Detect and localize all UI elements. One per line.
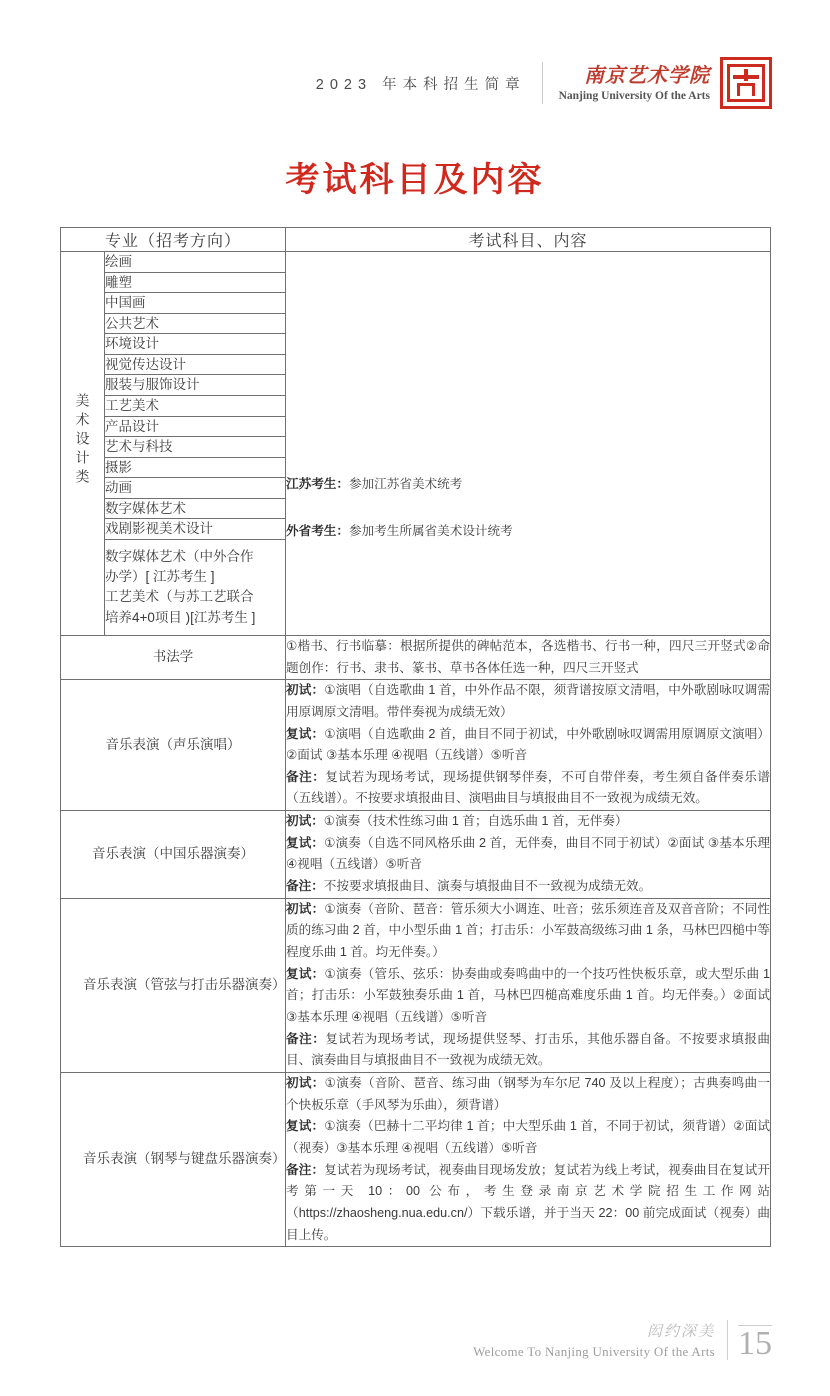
table-row xyxy=(61,680,771,811)
page-number: 15 xyxy=(738,1324,772,1362)
major-item: 中国画 xyxy=(105,293,286,314)
coop-line-1: 数字媒体艺术（中外合作 xyxy=(105,548,254,564)
stage-label: 备注： xyxy=(286,769,326,784)
major-content xyxy=(286,898,771,1072)
other-province-text: 参加考生所属省美术设计统考 xyxy=(348,524,513,539)
stage-text: 复试若为现场考试，现场提供竖琴、打击乐，其他乐器自备。不按要求填报曲目、演奏曲目与填报曲目不一致视为成绩无效。 xyxy=(286,1031,771,1068)
major-item: 工艺美术 xyxy=(105,395,286,416)
header-title: 2023 年本科招生简章 xyxy=(315,76,526,93)
page-footer xyxy=(473,1320,772,1360)
content-paragraph xyxy=(286,1116,770,1159)
university-seal-icon xyxy=(720,57,772,109)
major-item: 公共艺术 xyxy=(105,313,286,334)
stage-text: ①演唱（自选歌曲 1 首，中外作品不限，须背谱按原文清唱，中外歌剧咏叹调需用原调原文清唱。带伴奏视为成绩无效） xyxy=(286,683,771,719)
content-paragraph xyxy=(286,876,770,898)
major-content xyxy=(286,1073,771,1247)
content-paragraph xyxy=(286,811,770,833)
major-item: 动画 xyxy=(105,478,286,499)
content-paragraph xyxy=(286,724,770,767)
major-content xyxy=(286,811,771,899)
stage-text: ①演奏（技术性练习曲 1 首；自选乐曲 1 首，无伴奏） xyxy=(323,814,628,829)
table-row xyxy=(61,635,771,679)
footer-slogan-cn: 闳约深美 xyxy=(646,1324,715,1340)
header-divider xyxy=(542,62,543,104)
other-province-label: 外省考生： xyxy=(286,524,349,539)
stage-text: ①演奏（音阶、琶音：管乐须大小调连、吐音；弦乐须连音及双音音阶；不同性质的练习曲 2 首，中小型乐曲 1 首；打击乐：小军鼓高级练习曲 1 条，马林巴四槌中等程度乐曲 1 首。均无伴奏。） xyxy=(286,901,771,960)
header-content: 考试科目、内容 xyxy=(286,228,771,252)
art-group-content-cell xyxy=(286,252,771,636)
major-item: 绘画 xyxy=(105,252,286,273)
stage-label: 初试： xyxy=(286,901,325,916)
table-row xyxy=(61,252,771,273)
jiangsu-text: 参加江苏省美术统考 xyxy=(348,476,463,491)
page-title: 考试科目及内容 xyxy=(285,162,545,199)
stage-label: 复试： xyxy=(286,1119,325,1134)
footer-slogan xyxy=(473,1323,727,1360)
art-group-vertical-label-cell xyxy=(61,252,105,636)
table-row xyxy=(61,1073,771,1247)
major-item: 艺术与科技 xyxy=(105,437,286,458)
content-paragraph xyxy=(286,1073,770,1116)
major-name: 音乐表演（钢琴与键盘乐器演奏） xyxy=(61,1073,286,1247)
major-item-cooperative xyxy=(105,539,286,635)
coop-line-2: 办学）[ 江苏考生 ] xyxy=(105,569,215,585)
major-name: 音乐表演（中国乐器演奏） xyxy=(61,811,286,899)
major-item: 摄影 xyxy=(105,457,286,478)
stage-text: 不按要求填报曲目、演奏与填报曲目不一致视为成绩无效。 xyxy=(323,879,652,894)
stage-text: ①演奏（巴赫十二平均律 1 首；中大型乐曲 1 首，不同于初试，须背谱）②面试（视奏）③基本乐理 ④视唱（五线谱）⑤听音 xyxy=(286,1119,771,1155)
major-item: 雕塑 xyxy=(105,272,286,293)
stage-label: 初试： xyxy=(286,1076,325,1090)
content-paragraph xyxy=(286,521,770,543)
major-content xyxy=(286,635,771,679)
content-paragraph xyxy=(286,767,770,810)
major-item: 环境设计 xyxy=(105,334,286,355)
art-group-label: 美术设计类 xyxy=(74,393,91,489)
jiangsu-label: 江苏考生： xyxy=(286,476,349,491)
stage-label: 复试： xyxy=(286,835,325,850)
exam-subjects-table xyxy=(60,227,771,1247)
major-name: 书法学 xyxy=(61,635,286,679)
content-paragraph xyxy=(286,1029,770,1072)
content-paragraph xyxy=(286,964,770,1029)
stage-label: 复试： xyxy=(286,966,325,981)
stage-text: 复试若为现场考试，现场提供钢琴伴奏，不可自带伴奏，考生须自备伴奏乐谱（五线谱）。不按要求填报曲目、演唱曲目与填报曲目不一致视为成绩无效。 xyxy=(286,769,771,806)
page-header xyxy=(0,0,830,114)
content-paragraph xyxy=(286,899,770,964)
major-name: 音乐表演（管弦与打击乐器演奏） xyxy=(61,898,286,1072)
table-row xyxy=(61,898,771,1072)
major-item: 视觉传达设计 xyxy=(105,354,286,375)
table-header-row xyxy=(61,228,771,252)
major-item: 数字媒体艺术 xyxy=(105,498,286,519)
brand-name-cn: 南京艺术学院 xyxy=(584,64,710,87)
stage-label: 备注： xyxy=(286,1031,326,1046)
stage-text: ①演奏（音阶、琶音、练习曲（钢琴为车尔尼 740 及以上程度）；古典奏鸣曲一个快板乐章（手风琴为乐曲），须背谱） xyxy=(286,1076,771,1112)
university-brand xyxy=(559,65,710,102)
exam-subjects-table-wrap xyxy=(60,227,770,1247)
stage-text: ①演奏（管乐、弦乐：协奏曲或奏鸣曲中的一个技巧性快板乐章，或大型乐曲 1 首；打击乐：小军鼓独奏乐曲 1 首，马林巴四槌高难度乐曲 1 首。均无伴奏。）②面试 ③基本乐理 ④视唱（五线谱）⑤听音 xyxy=(286,966,771,1025)
major-item: 戏剧影视美术设计 xyxy=(105,519,286,540)
major-name: 音乐表演（声乐演唱） xyxy=(61,680,286,811)
brand-name-en: Nanjing University Of the Arts xyxy=(558,89,710,102)
coop-line-4: 培养4+0项目 )[江苏考生 ] xyxy=(105,609,256,625)
content-paragraph xyxy=(286,680,770,723)
content-paragraph xyxy=(286,833,770,876)
stage-text: 复试若为现场考试，视奏曲目现场发放；复试若为线上考试，视奏曲目在复试开考第一天 10：00 公布，考生登录南京艺术学院招生工作网站（https://zhaosheng.nua.edu.cn/）下载乐谱，并于当天 22：00 前完成面试（视奏）曲目上传。 xyxy=(286,1162,771,1242)
content-paragraph xyxy=(286,1160,770,1247)
stage-label: 初试： xyxy=(286,814,324,829)
stage-text: ①演唱（自选歌曲 2 首，曲目不同于初试，中外歌剧咏叹调需用原调原文演唱）②面试 ③基本乐理 ④视唱（五线谱）⑤听音 xyxy=(286,726,771,763)
content-paragraph: ①楷书、行书临摹：根据所提供的碑帖范本，各选楷书、行书一种，四尺三开竖式②命题创作：行书、隶书、篆书、草书各体任选一种，四尺三开竖式 xyxy=(286,638,771,675)
stage-label: 备注： xyxy=(286,1162,325,1177)
major-content xyxy=(286,680,771,811)
stage-label: 备注： xyxy=(286,879,324,894)
content-paragraph xyxy=(286,474,770,496)
stage-label: 初试： xyxy=(286,683,325,698)
footer-slogan-en: Welcome To Nanjing University Of the Arts xyxy=(473,1344,715,1359)
major-item: 产品设计 xyxy=(105,416,286,437)
table-row xyxy=(61,811,771,899)
stage-text: ①演奏（自选不同风格乐曲 2 首，无伴奏，曲目不同于初试）②面试 ③基本乐理 ④视唱（五线谱）⑤听音 xyxy=(286,835,771,872)
major-item: 服装与服饰设计 xyxy=(105,375,286,396)
coop-line-3: 工艺美术（与苏工艺联合 xyxy=(105,589,254,605)
header-major: 专业（招考方向） xyxy=(61,228,286,252)
footer-divider xyxy=(727,1320,728,1360)
stage-label: 复试： xyxy=(286,726,325,741)
